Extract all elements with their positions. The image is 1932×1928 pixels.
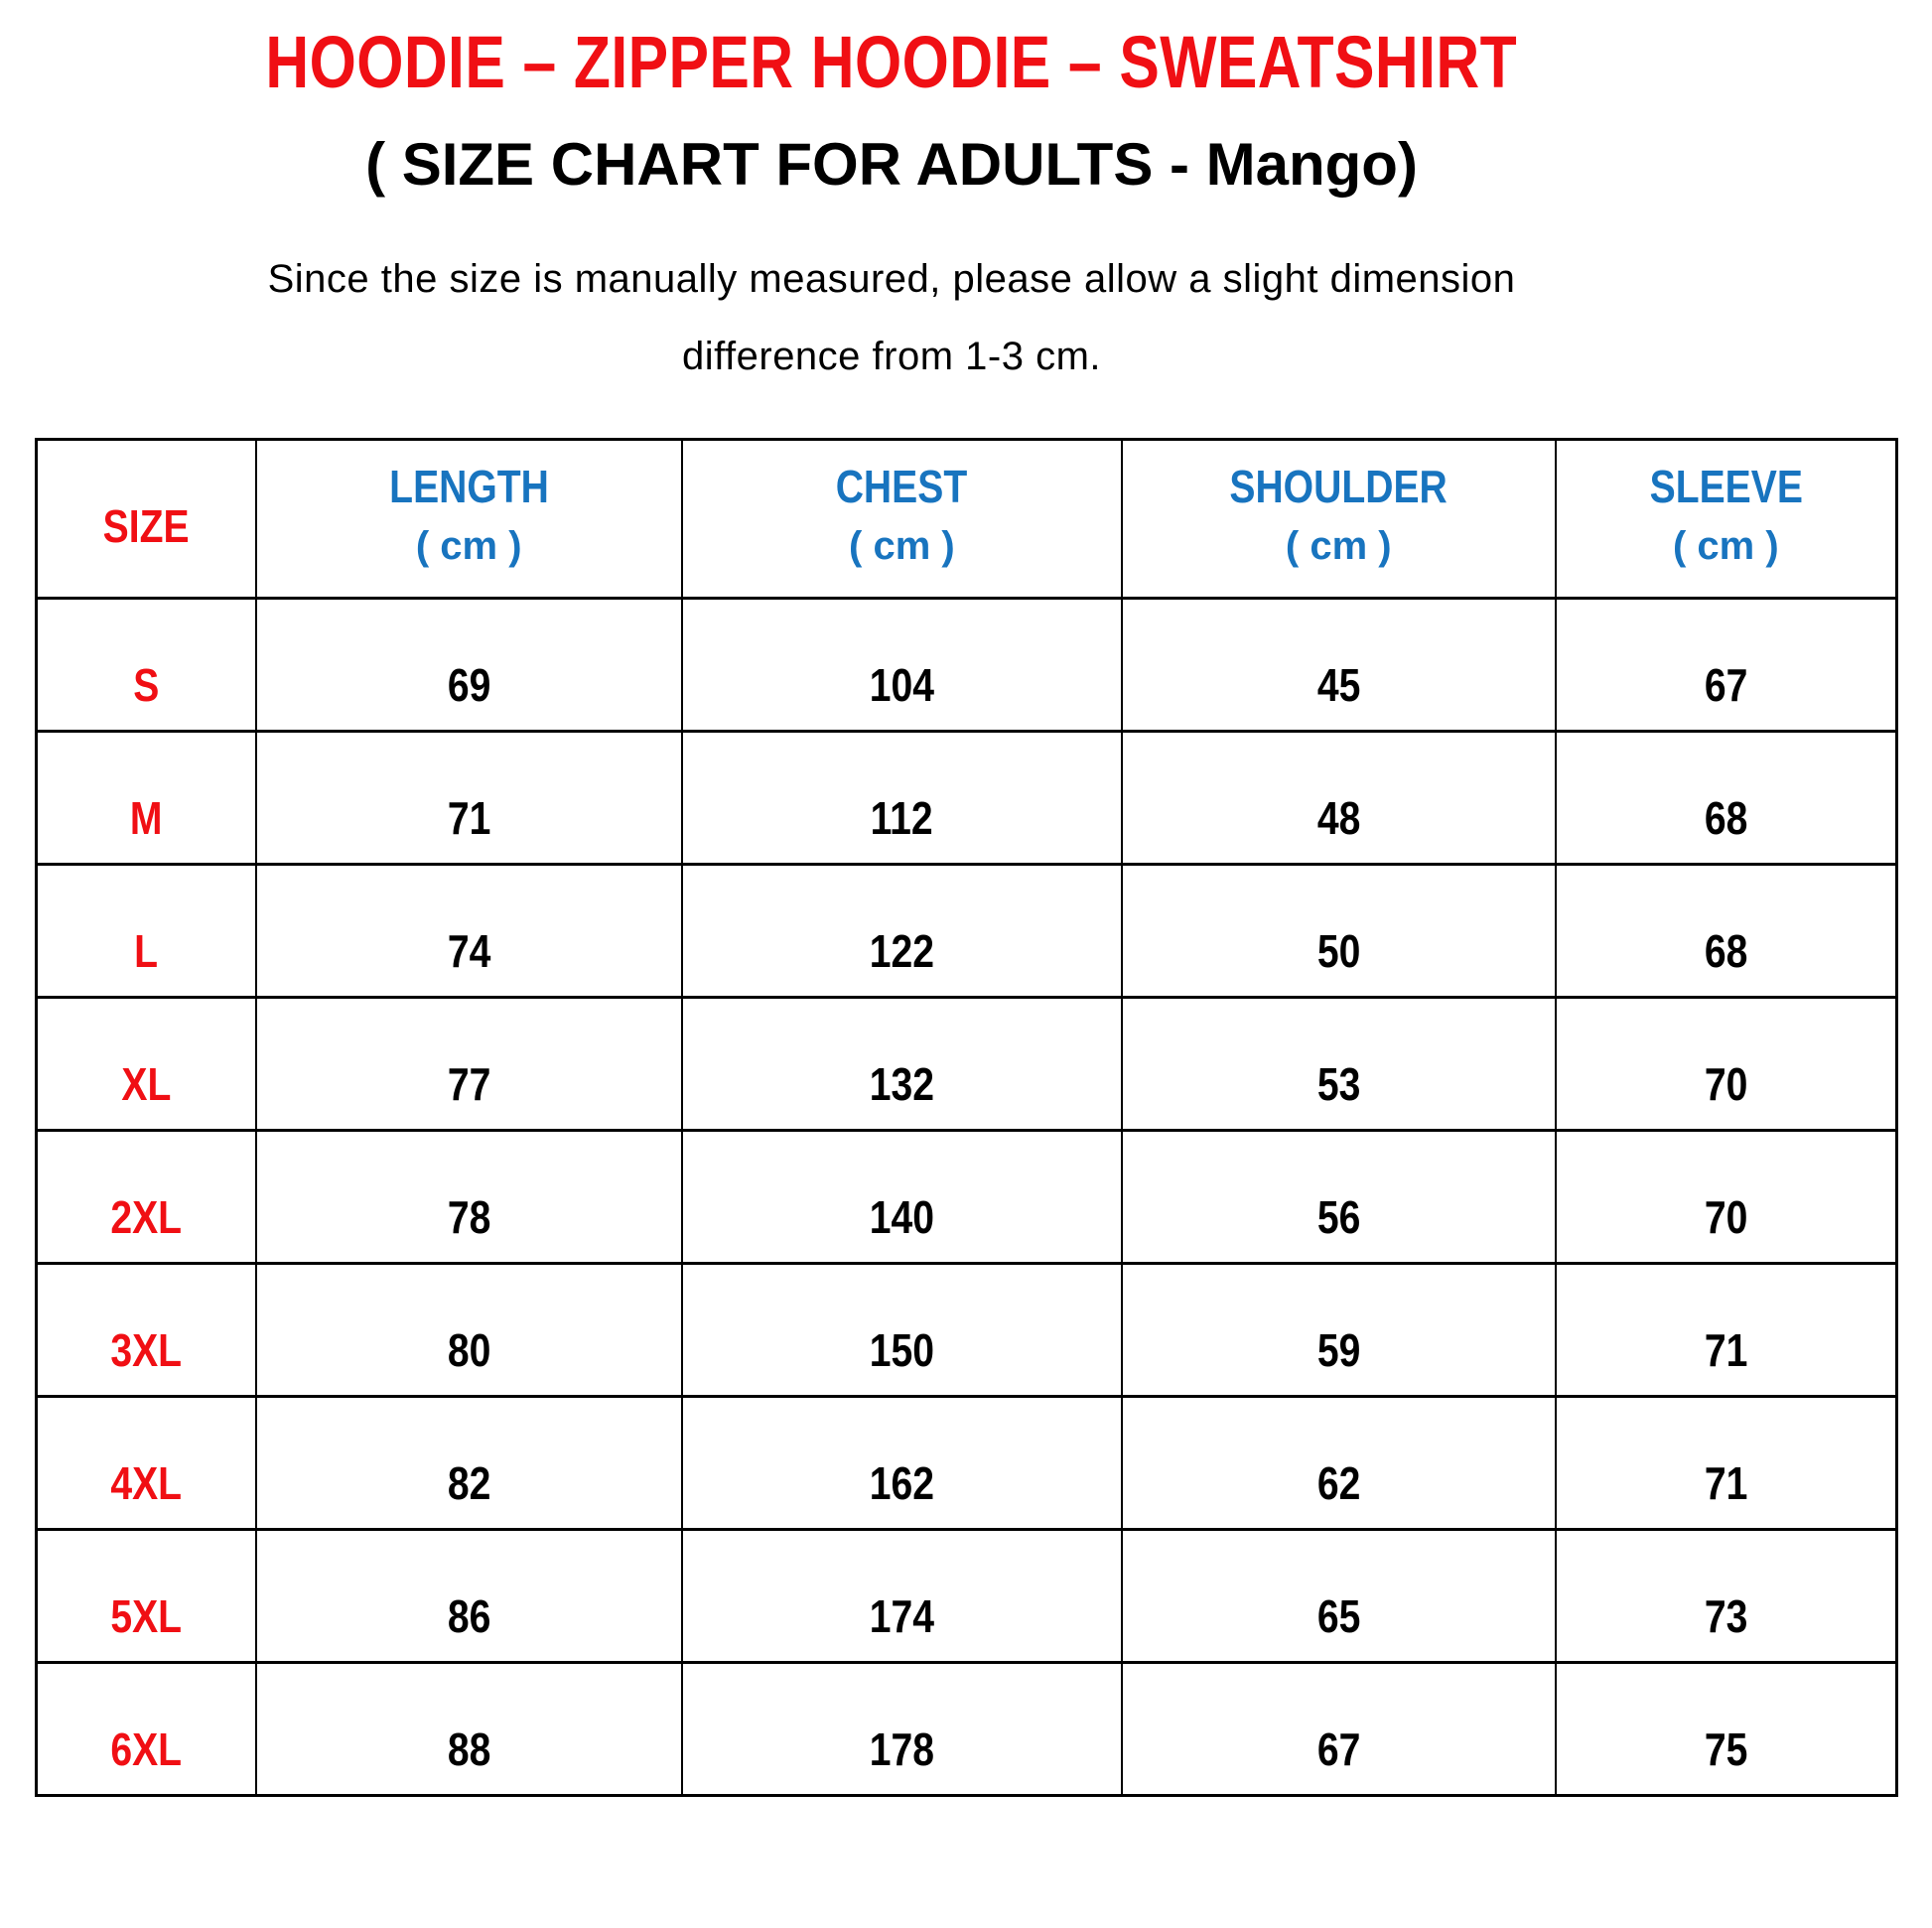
chest-value-cell: 122 [682, 865, 1122, 998]
sleeve-value-cell: 71 [1556, 1264, 1897, 1397]
shoulder-value-cell: 67 [1122, 1663, 1556, 1796]
shoulder-value-cell: 45 [1122, 599, 1556, 732]
sleeve-value-cell: 68 [1556, 732, 1897, 865]
size-label-cell: S [37, 599, 256, 732]
length-value-cell: 86 [256, 1530, 682, 1663]
table-row [37, 865, 1897, 998]
sleeve-value-cell: 71 [1556, 1397, 1897, 1530]
measurement-note [0, 240, 1783, 395]
chest-value-cell: 140 [682, 1131, 1122, 1264]
column-header-shoulder: SHOULDER ( cm ) [1122, 440, 1556, 599]
note-line-2: difference from 1-3 cm. [681, 335, 1102, 378]
sleeve-value-cell: 75 [1556, 1663, 1897, 1796]
table-row [37, 732, 1897, 865]
page-title [0, 20, 1783, 105]
length-value-cell: 74 [256, 865, 682, 998]
table-header-row [37, 440, 1897, 599]
column-header-chest: CHEST ( cm ) [682, 440, 1122, 599]
header-block [0, 20, 1932, 395]
length-value-cell: 80 [256, 1264, 682, 1397]
shoulder-value-cell: 56 [1122, 1131, 1556, 1264]
size-label-cell: M [37, 732, 256, 865]
chest-value-cell: 162 [682, 1397, 1122, 1530]
note-line-1: Since the size is manually measured, please allow a slight dimension [267, 257, 1516, 301]
column-header-size: SIZE [37, 440, 256, 599]
size-label-cell: 3XL [37, 1264, 256, 1397]
shoulder-value-cell: 65 [1122, 1530, 1556, 1663]
shoulder-value-cell: 53 [1122, 998, 1556, 1131]
shoulder-value-cell: 50 [1122, 865, 1556, 998]
sleeve-value-cell: 73 [1556, 1530, 1897, 1663]
table-row [37, 998, 1897, 1131]
column-header-sleeve: SLEEVE ( cm ) [1556, 440, 1897, 599]
sleeve-value-cell: 68 [1556, 865, 1897, 998]
length-value-cell: 88 [256, 1663, 682, 1796]
sleeve-value-cell: 70 [1556, 1131, 1897, 1264]
chest-value-cell: 132 [682, 998, 1122, 1131]
length-value-cell: 78 [256, 1131, 682, 1264]
size-label-cell: 4XL [37, 1397, 256, 1530]
size-chart-table [35, 438, 1898, 1797]
chest-value-cell: 150 [682, 1264, 1122, 1397]
page-subtitle: ( SIZE CHART FOR ADULTS - Mango) [365, 131, 1418, 198]
length-value-cell: 82 [256, 1397, 682, 1530]
sleeve-value-cell: 67 [1556, 599, 1897, 732]
size-label-cell: 5XL [37, 1530, 256, 1663]
length-value-cell: 71 [256, 732, 682, 865]
table-row [37, 1663, 1897, 1796]
table-row [37, 599, 1897, 732]
table-row [37, 1264, 1897, 1397]
size-label-cell: L [37, 865, 256, 998]
size-label-cell: 2XL [37, 1131, 256, 1264]
column-header-length: LENGTH ( cm ) [256, 440, 682, 599]
chest-value-cell: 178 [682, 1663, 1122, 1796]
table-row [37, 1530, 1897, 1663]
chest-value-cell: 104 [682, 599, 1122, 732]
sleeve-value-cell: 70 [1556, 998, 1897, 1131]
table-row [37, 1131, 1897, 1264]
length-value-cell: 69 [256, 599, 682, 732]
shoulder-value-cell: 48 [1122, 732, 1556, 865]
chest-value-cell: 174 [682, 1530, 1122, 1663]
table-row [37, 1397, 1897, 1530]
page-title-text: HOODIE – ZIPPER HOODIE – SWEATSHIRT [265, 21, 1518, 103]
chest-value-cell: 112 [682, 732, 1122, 865]
length-value-cell: 77 [256, 998, 682, 1131]
shoulder-value-cell: 62 [1122, 1397, 1556, 1530]
size-label-cell: XL [37, 998, 256, 1131]
shoulder-value-cell: 59 [1122, 1264, 1556, 1397]
size-label-cell: 6XL [37, 1663, 256, 1796]
